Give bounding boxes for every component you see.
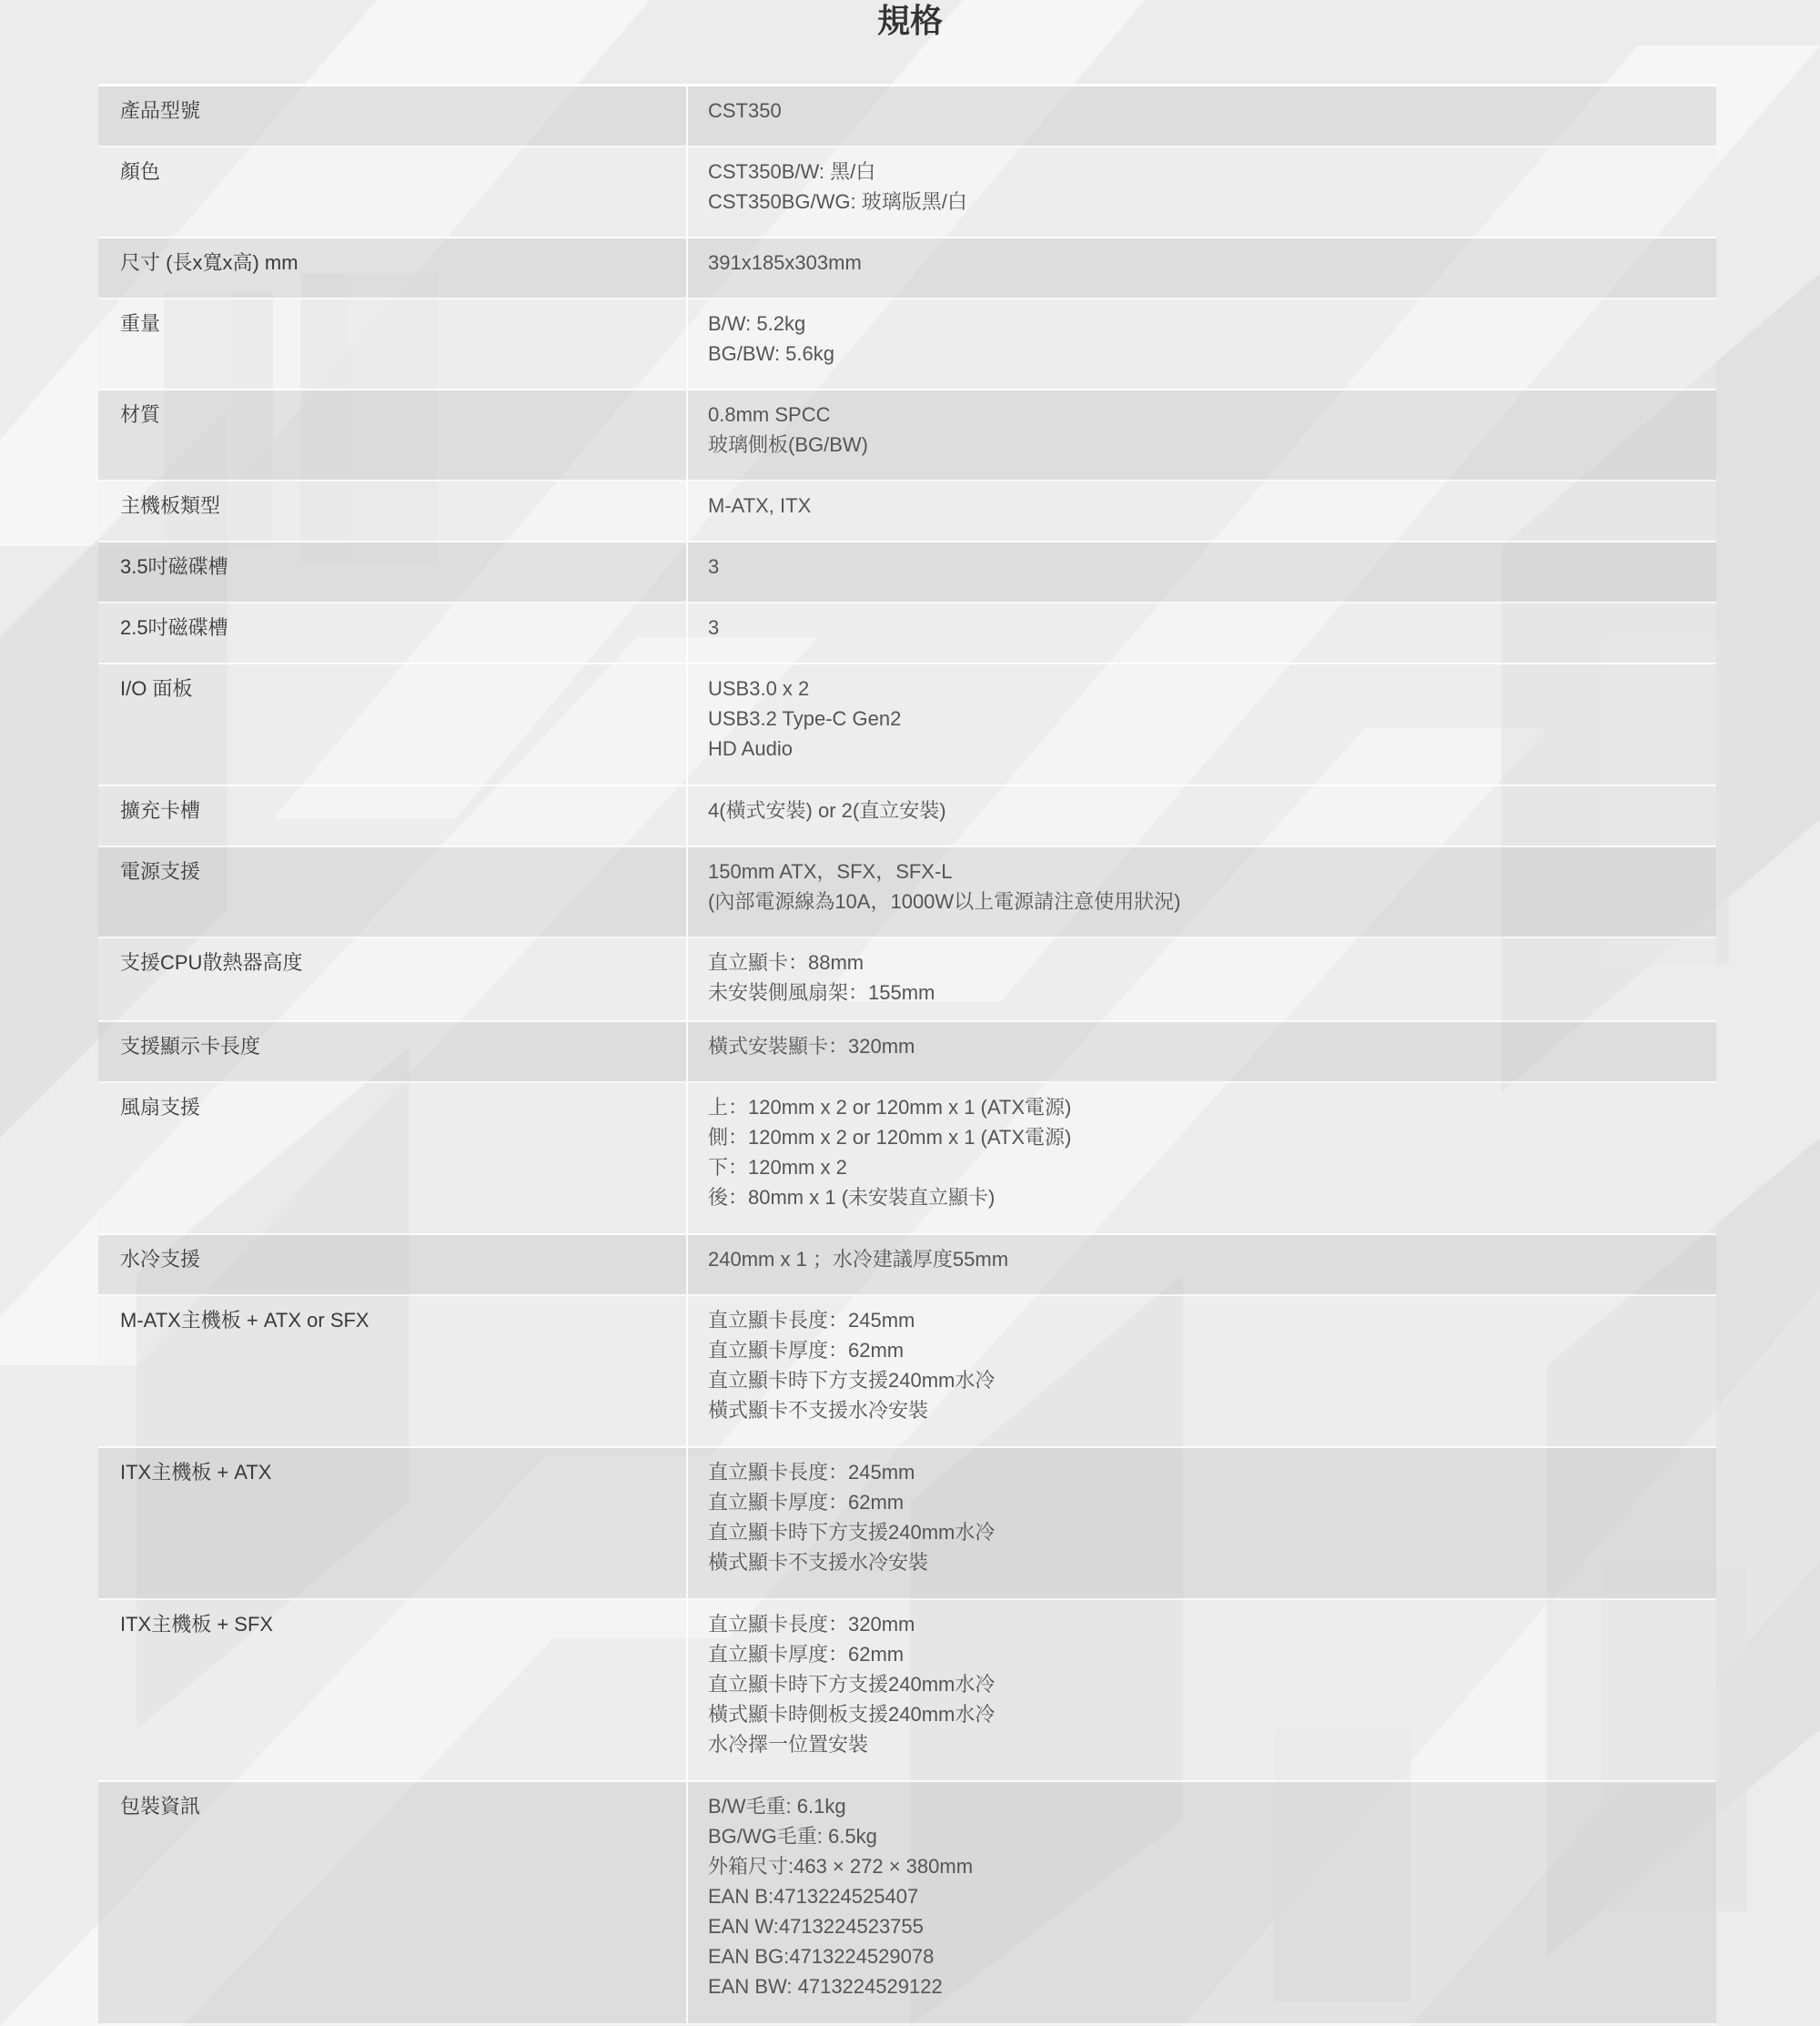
spec-value-line: 直立顯卡長度：245mm [708, 1309, 915, 1332]
spec-value-line: 4(橫式安裝) or 2(直立安裝) [708, 799, 946, 822]
spec-row [98, 542, 1716, 603]
spec-row [98, 1296, 1716, 1448]
spec-value-line: 玻璃側板(BG/BW) [708, 433, 868, 456]
spec-label: 顏色 [98, 147, 688, 237]
spec-row [98, 1235, 1716, 1296]
spec-value-line: 直立顯卡厚度：62mm [708, 1491, 905, 1514]
spec-value-line: 直立顯卡時下方支援240mm水冷 [708, 1521, 996, 1544]
spec-value [688, 1022, 1716, 1081]
spec-label: I/O 面板 [98, 664, 688, 785]
spec-value-line: 0.8mm SPCC [708, 403, 831, 426]
spec-value-line: B/W毛重: 6.1kg [708, 1795, 846, 1818]
spec-value [688, 390, 1716, 480]
spec-value-line: 150mm ATX，SFX，SFX-L [708, 860, 953, 883]
spec-value [688, 1600, 1716, 1780]
spec-value [688, 847, 1716, 937]
spec-value-line: M-ATX, ITX [708, 494, 812, 517]
spec-value-line: 直立顯卡：88mm [708, 951, 864, 974]
spec-row [98, 86, 1716, 147]
spec-value-line: USB3.0 x 2 [708, 677, 810, 700]
spec-value-line: 直立顯卡厚度：62mm [708, 1339, 905, 1362]
spec-row [98, 1600, 1716, 1782]
spec-value [688, 603, 1716, 663]
spec-row [98, 938, 1716, 1022]
spec-label: 支援顯示卡長度 [98, 1022, 688, 1081]
spec-label: 水冷支援 [98, 1235, 688, 1294]
spec-label: 主機板類型 [98, 481, 688, 541]
spec-row [98, 603, 1716, 664]
spec-row [98, 786, 1716, 847]
spec-value-line: 後：80mm x 1 (未安裝直立顯卡) [708, 1186, 996, 1209]
spec-value-line: 水冷擇一位置安裝 [708, 1733, 869, 1756]
spec-label: 產品型號 [98, 86, 688, 146]
spec-value [688, 1782, 1716, 2023]
spec-value-line: 下：120mm x 2 [708, 1156, 847, 1179]
spec-value-line: 橫式安裝顯卡：320mm [708, 1035, 915, 1058]
spec-label: 尺寸 (長x寬x高) mm [98, 238, 688, 298]
spec-value [688, 1448, 1716, 1598]
spec-value-line: HD Audio [708, 737, 793, 760]
spec-value-line: 240mm x 1 ；水冷建議厚度55mm [708, 1248, 1009, 1271]
spec-value [688, 147, 1716, 237]
spec-row [98, 1022, 1716, 1083]
spec-value-line: EAN BW: 4713224529122 [708, 1975, 943, 1998]
spec-value [688, 299, 1716, 389]
spec-value-line: 未安裝側風扇架：155mm [708, 981, 935, 1004]
spec-value-line: EAN BG:4713224529078 [708, 1945, 935, 1968]
spec-value-line: 3 [708, 616, 720, 639]
spec-value-line: EAN W:4713224523755 [708, 1915, 924, 1938]
spec-value-line: 391x185x303mm [708, 251, 862, 274]
spec-value [688, 481, 1716, 541]
spec-label: 3.5吋磁碟槽 [98, 542, 688, 602]
spec-value-line: 直立顯卡厚度：62mm [708, 1643, 905, 1666]
spec-value [688, 664, 1716, 785]
spec-value-line: BG/WG毛重: 6.5kg [708, 1825, 877, 1848]
spec-label: 重量 [98, 299, 688, 389]
spec-label: 材質 [98, 390, 688, 480]
spec-row [98, 664, 1716, 786]
spec-label: 擴充卡槽 [98, 786, 688, 846]
spec-value [688, 1083, 1716, 1233]
spec-row [98, 238, 1716, 299]
spec-label: 2.5吋磁碟槽 [98, 603, 688, 663]
spec-row [98, 147, 1716, 238]
spec-label: 支援CPU散熱器高度 [98, 938, 688, 1020]
spec-row [98, 390, 1716, 481]
spec-label: M-ATX主機板 + ATX or SFX [98, 1296, 688, 1446]
spec-value-line: USB3.2 Type-C Gen2 [708, 707, 902, 730]
spec-value-line: (內部電源線為10A，1000W以上電源請注意使用狀況) [708, 890, 1181, 913]
spec-label: 電源支援 [98, 847, 688, 937]
spec-value-line: 直立顯卡長度：245mm [708, 1461, 915, 1484]
spec-value-line: 上：120mm x 2 or 120mm x 1 (ATX電源) [708, 1096, 1072, 1119]
page-title: 規格 [876, 2, 943, 39]
spec-value-line: 橫式顯卡不支援水冷安裝 [708, 1551, 929, 1574]
spec-table [98, 84, 1716, 2025]
spec-value-line: 橫式顯卡不支援水冷安裝 [708, 1399, 929, 1422]
spec-row [98, 847, 1716, 938]
spec-value-line: 直立顯卡時下方支援240mm水冷 [708, 1673, 996, 1696]
spec-value-line: 外箱尺寸:463 × 272 × 380mm [708, 1855, 974, 1878]
spec-value-line: BG/BW: 5.6kg [708, 342, 834, 365]
spec-label: ITX主機板 + SFX [98, 1600, 688, 1780]
spec-value-line: EAN B:4713224525407 [708, 1885, 919, 1908]
spec-label: ITX主機板 + ATX [98, 1448, 688, 1598]
spec-value [688, 938, 1716, 1020]
spec-value [688, 86, 1716, 146]
spec-row [98, 481, 1716, 542]
spec-value-line: 橫式顯卡時側板支援240mm水冷 [708, 1703, 996, 1726]
spec-value [688, 542, 1716, 602]
spec-row [98, 1782, 1716, 2025]
spec-value-line: CST350BG/WG: 玻璃版黑/白 [708, 190, 967, 213]
spec-label: 風扇支援 [98, 1083, 688, 1233]
spec-label: 包裝資訊 [98, 1782, 688, 2023]
spec-value-line: 側：120mm x 2 or 120mm x 1 (ATX電源) [708, 1126, 1072, 1149]
spec-value [688, 786, 1716, 846]
spec-value-line: CST350 [708, 99, 782, 122]
spec-value [688, 1296, 1716, 1446]
spec-value-line: 直立顯卡時下方支援240mm水冷 [708, 1369, 996, 1392]
spec-value-line: B/W: 5.2kg [708, 312, 806, 335]
spec-value-line: 直立顯卡長度：320mm [708, 1613, 915, 1636]
spec-value-line: 3 [708, 555, 720, 578]
spec-row [98, 299, 1716, 390]
spec-value-line: CST350B/W: 黑/白 [708, 160, 876, 183]
spec-row [98, 1083, 1716, 1235]
spec-value [688, 238, 1716, 298]
spec-value [688, 1235, 1716, 1294]
spec-row [98, 1448, 1716, 1600]
